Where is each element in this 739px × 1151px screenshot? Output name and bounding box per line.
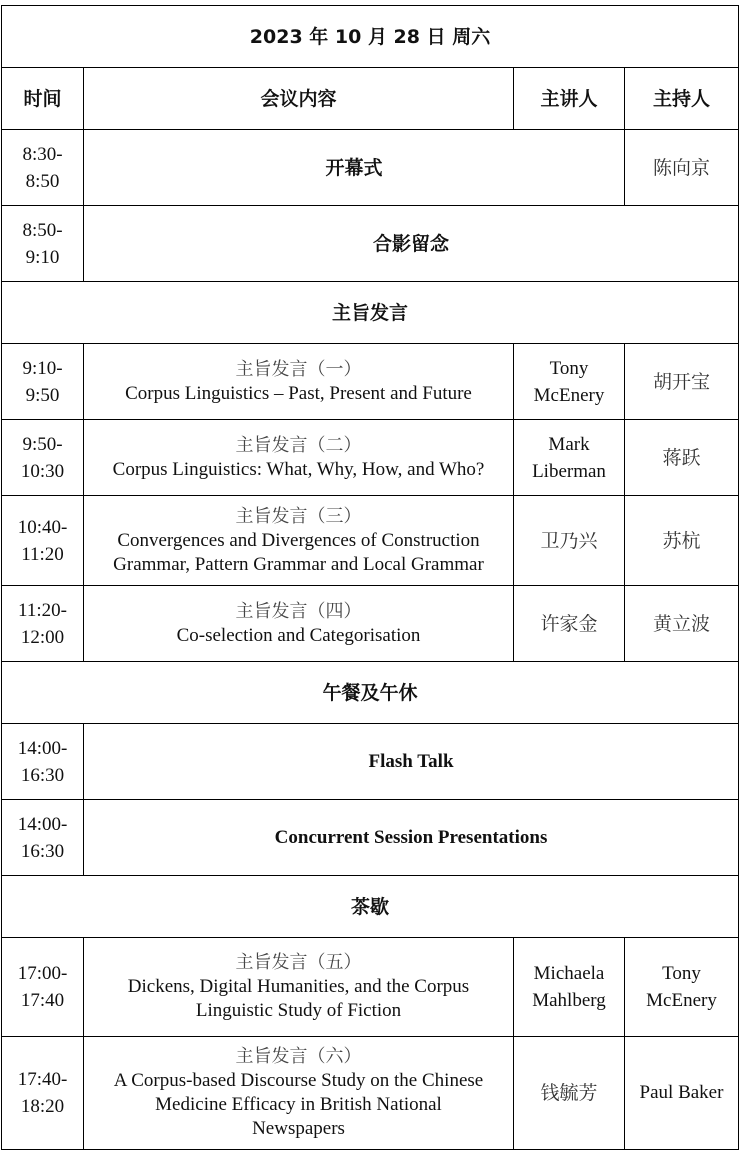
talk-cell [84, 1037, 514, 1150]
section-title-keynote: 主旨发言 [2, 282, 739, 344]
talk-cell [84, 586, 514, 662]
talk-title-line: Newspapers [252, 1118, 345, 1139]
host-cell: 黄立波 [625, 586, 739, 662]
session-title: Flash Talk [84, 724, 739, 800]
time-end: 17:40 [20, 990, 65, 1011]
talk-cell [84, 938, 514, 1037]
time-end: 12:00 [20, 626, 65, 648]
speaker-name-line: Tony [549, 357, 589, 379]
column-header-host: 主持人 [625, 68, 739, 130]
time-start: 9:50- [22, 433, 63, 455]
column-header-content: 会议内容 [84, 68, 514, 130]
time-cell [2, 938, 84, 1037]
speaker-cell [514, 938, 625, 1037]
host-cell: 苏杭 [625, 496, 739, 586]
time-end: 9:10 [25, 246, 60, 268]
time-cell [2, 206, 84, 282]
time-end: 8:50 [25, 170, 60, 192]
time-end: 11:20 [21, 543, 64, 565]
session-title: 开幕式 [84, 130, 625, 206]
speaker-cell: 卫乃兴 [514, 496, 625, 586]
section-row [2, 876, 739, 938]
time-end: 16:30 [20, 840, 65, 862]
talk-title: Corpus Linguistics: What, Why, How, and Who? [112, 458, 485, 480]
table-row [2, 586, 739, 662]
speaker-name-line: McEnery [533, 384, 605, 406]
speaker-name-line: Mark [548, 433, 590, 455]
table-row [2, 724, 739, 800]
time-start: 10:40- [17, 516, 68, 538]
talk-title: Corpus Linguistics – Past, Present and Future [125, 382, 472, 404]
time-start: 11:20- [18, 599, 67, 621]
section-title-tea: 茶歇 [2, 876, 739, 938]
table-row [2, 344, 739, 420]
host-name-line: McEnery [646, 990, 717, 1011]
session-title: 合影留念 [84, 206, 739, 282]
time-end: 18:20 [20, 1096, 65, 1117]
talk-title-line: Dickens, Digital Humanities, and the Corpus [127, 976, 470, 997]
host-cell: Paul Baker [625, 1037, 739, 1150]
time-end: 10:30 [20, 460, 65, 482]
time-start: 17:00- [17, 963, 68, 984]
time-end: 9:50 [25, 384, 60, 406]
time-cell [2, 586, 84, 662]
speaker-name-line: Mahlberg [532, 990, 606, 1011]
time-start: 14:00- [17, 813, 68, 835]
talk-title-line: Medicine Efficacy in British National [155, 1094, 442, 1115]
time-start: 14:00- [17, 737, 68, 759]
speaker-cell: 许家金 [514, 586, 625, 662]
table-row [2, 420, 739, 496]
talk-title-line: A Corpus-based Discourse Study on the Chinese [113, 1070, 484, 1091]
speaker-name-line: Liberman [532, 460, 606, 482]
host-cell: 胡开宝 [625, 344, 739, 420]
talk-label: 主旨发言（二） [235, 434, 362, 456]
time-cell [2, 1037, 84, 1150]
host-cell: 蒋跃 [625, 420, 739, 496]
column-header-time: 时间 [2, 68, 84, 130]
time-cell [2, 724, 84, 800]
table-row [2, 496, 739, 586]
section-title-lunch: 午餐及午休 [2, 662, 739, 724]
time-start: 8:50- [22, 219, 63, 241]
table-row [2, 130, 739, 206]
date-header: 2023 年 10 月 28 日 周六 [2, 6, 739, 68]
talk-title: Co-selection and Categorisation [176, 624, 421, 646]
talk-label: 主旨发言（六） [235, 1046, 362, 1067]
speaker-cell [514, 344, 625, 420]
talk-cell [84, 420, 514, 496]
date-row [2, 6, 739, 68]
table-row [2, 800, 739, 876]
time-start: 17:40- [17, 1069, 68, 1090]
column-header-speaker: 主讲人 [514, 68, 625, 130]
time-cell [2, 800, 84, 876]
time-cell [2, 130, 84, 206]
time-start: 9:10- [22, 357, 63, 379]
session-title: Concurrent Session Presentations [84, 800, 739, 876]
section-row [2, 662, 739, 724]
section-row [2, 282, 739, 344]
talk-label: 主旨发言（五） [235, 952, 362, 973]
talk-label: 主旨发言（四） [235, 600, 362, 622]
time-cell [2, 496, 84, 586]
talk-cell [84, 344, 514, 420]
talk-title-line: Grammar, Pattern Grammar and Local Grammar [113, 553, 484, 575]
host-name-line: Tony [662, 963, 701, 984]
table-row [2, 206, 739, 282]
table-row [2, 938, 739, 1037]
talk-cell [84, 496, 514, 586]
time-cell [2, 344, 84, 420]
speaker-name-line: Michaela [533, 963, 605, 984]
talk-label: 主旨发言（一） [235, 358, 362, 380]
speaker-cell: 钱毓芳 [514, 1037, 625, 1150]
time-cell [2, 420, 84, 496]
table-row [2, 1037, 739, 1150]
host-cell: 陈向京 [625, 130, 739, 206]
speaker-cell [514, 420, 625, 496]
talk-title-line: Linguistic Study of Fiction [195, 1000, 402, 1021]
host-cell [625, 938, 739, 1037]
talk-title-line: Convergences and Divergences of Construction [117, 529, 480, 551]
time-start: 8:30- [22, 143, 63, 165]
conference-schedule-table [1, 5, 739, 1150]
column-header-row [2, 68, 739, 130]
talk-label: 主旨发言（三） [235, 505, 362, 527]
time-end: 16:30 [20, 764, 65, 786]
